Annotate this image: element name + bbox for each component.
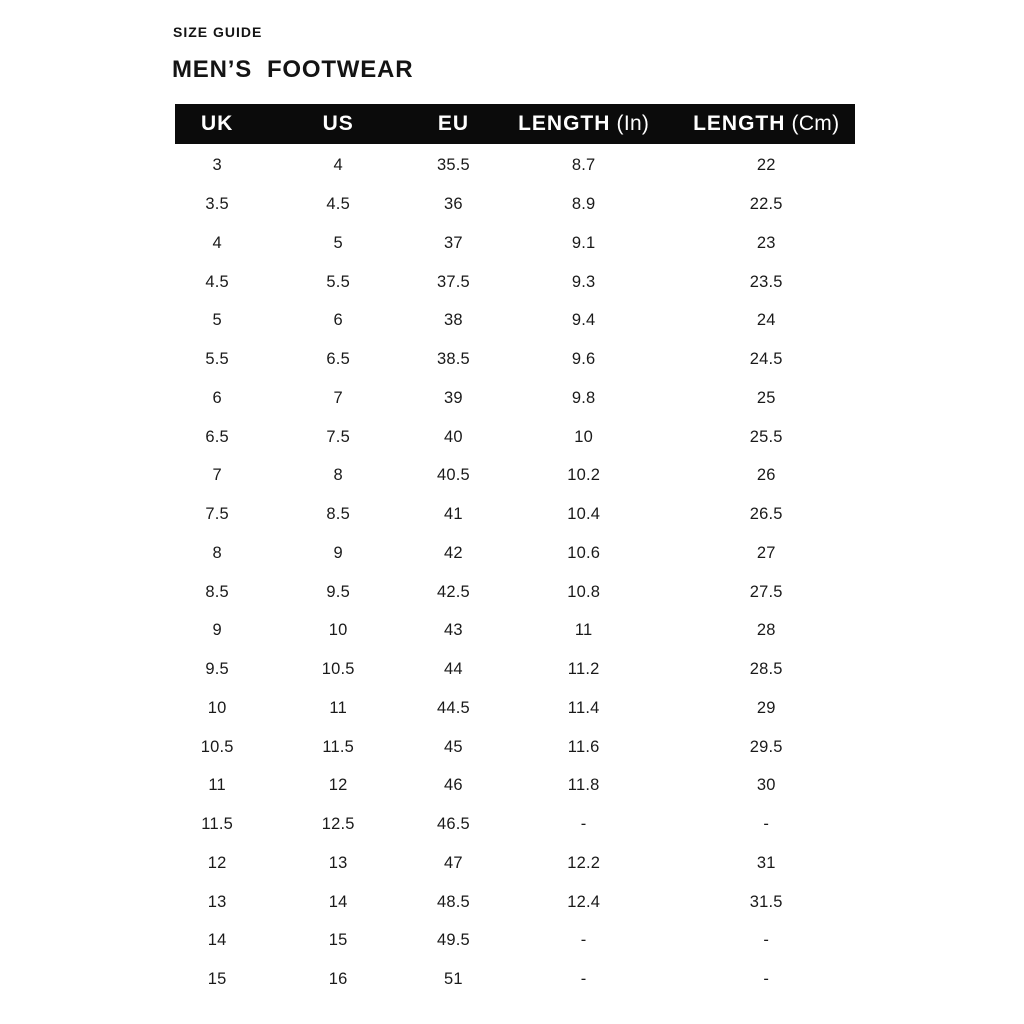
table-row xyxy=(175,612,855,651)
cell-length-in: 9.4 xyxy=(571,311,596,330)
table-row xyxy=(175,379,855,418)
column-header-length-cm xyxy=(677,112,854,136)
cell-eu: 38 xyxy=(444,311,463,330)
table-header-row xyxy=(175,104,855,144)
table-row xyxy=(175,728,855,767)
cell-length-cm: - xyxy=(763,970,770,989)
cell-eu: 44.5 xyxy=(436,698,470,717)
cell-us: 10.5 xyxy=(321,660,355,679)
cell-uk: 8.5 xyxy=(205,582,229,601)
cell-us: 9 xyxy=(333,543,343,562)
table-row xyxy=(175,534,855,573)
cell-eu: 37 xyxy=(444,233,463,252)
cell-length-in: 11.8 xyxy=(567,776,600,795)
cell-uk: 4 xyxy=(212,233,222,252)
table-row xyxy=(175,302,855,341)
cell-length-in: 9.1 xyxy=(571,233,596,252)
cell-length-cm: 31.5 xyxy=(749,892,783,911)
cell-length-cm: - xyxy=(763,815,770,834)
cell-us: 12 xyxy=(328,776,348,795)
cell-length-in: 10.2 xyxy=(567,466,601,485)
cell-length-cm: 27 xyxy=(756,543,776,562)
cell-uk: 6 xyxy=(212,388,222,407)
table-row xyxy=(175,185,855,224)
cell-eu: 40 xyxy=(444,427,463,446)
cell-eu: 46 xyxy=(444,776,463,795)
table-row xyxy=(175,418,855,457)
cell-us: 5.5 xyxy=(326,272,350,291)
cell-length-in: 11.2 xyxy=(567,660,600,679)
cell-eu: 35.5 xyxy=(436,156,470,175)
cell-length-in: 10.6 xyxy=(567,543,601,562)
table-row xyxy=(175,767,855,806)
cell-eu: 43 xyxy=(444,621,463,640)
table-row xyxy=(175,263,855,302)
column-header-uk-label: UK xyxy=(200,112,234,135)
cell-length-cm: 23.5 xyxy=(749,272,783,291)
cell-us: 10 xyxy=(328,621,348,640)
cell-uk: 13 xyxy=(207,892,227,911)
cell-uk: 10 xyxy=(207,698,227,717)
column-header-us-label: US xyxy=(322,112,354,135)
table-row xyxy=(175,147,855,186)
cell-us: 6.5 xyxy=(326,350,350,369)
cell-uk: 11.5 xyxy=(201,815,233,834)
cell-length-cm: 25.5 xyxy=(749,427,783,446)
cell-length-in: - xyxy=(580,815,587,834)
cell-uk: 8 xyxy=(212,543,222,562)
cell-length-in: 12.2 xyxy=(567,853,601,872)
size-guide-eyebrow: SIZE GUIDE xyxy=(173,24,263,40)
column-header-length-cm-unit: (Cm) xyxy=(785,112,840,135)
cell-length-in: 8.9 xyxy=(571,195,596,214)
table-row xyxy=(175,922,855,961)
cell-length-cm: 28.5 xyxy=(749,660,783,679)
cell-uk: 10.5 xyxy=(200,737,234,756)
cell-length-in: 11 xyxy=(574,621,593,640)
cell-us: 16 xyxy=(328,970,348,989)
cell-eu: 40.5 xyxy=(436,466,470,485)
cell-us: 9.5 xyxy=(326,582,350,601)
cell-eu: 49.5 xyxy=(436,931,470,950)
column-header-us xyxy=(259,112,417,136)
column-header-uk xyxy=(175,112,259,136)
cell-length-in: 8.7 xyxy=(571,156,596,175)
cell-length-cm: 29 xyxy=(756,698,776,717)
column-header-length-cm-label: LENGTH xyxy=(693,112,786,135)
cell-length-cm: 26.5 xyxy=(749,505,783,524)
cell-us: 12.5 xyxy=(321,815,355,834)
column-header-eu xyxy=(417,112,490,136)
cell-uk: 12 xyxy=(207,853,227,872)
cell-us: 11.5 xyxy=(322,737,355,756)
cell-length-cm: 24.5 xyxy=(749,350,783,369)
cell-length-in: 11.6 xyxy=(567,737,600,756)
cell-eu: 39 xyxy=(444,388,463,407)
table-row xyxy=(175,340,855,379)
cell-length-in: 9.6 xyxy=(571,350,596,369)
cell-length-cm: 25 xyxy=(756,388,776,407)
column-header-length-in-label: LENGTH xyxy=(518,112,611,135)
cell-uk: 3 xyxy=(212,156,222,175)
cell-uk: 9.5 xyxy=(205,660,229,679)
cell-uk: 7.5 xyxy=(205,505,229,524)
cell-eu: 41 xyxy=(444,505,463,524)
cell-length-cm: 24 xyxy=(756,311,776,330)
table-row xyxy=(175,960,855,999)
cell-length-in: - xyxy=(580,970,587,989)
table-row xyxy=(175,224,855,263)
cell-eu: 37.5 xyxy=(436,272,470,291)
cell-eu: 45 xyxy=(444,737,463,756)
cell-eu: 36 xyxy=(444,195,463,214)
cell-uk: 14 xyxy=(207,931,227,950)
cell-us: 13 xyxy=(328,853,348,872)
table-row xyxy=(175,844,855,883)
cell-eu: 51 xyxy=(444,970,463,989)
cell-length-in: 12.4 xyxy=(567,892,601,911)
cell-us: 11 xyxy=(329,698,347,717)
cell-us: 5 xyxy=(333,233,343,252)
cell-us: 6 xyxy=(333,311,343,330)
page-title: MEN’S FOOTWEAR xyxy=(172,56,414,83)
cell-length-in: 10.4 xyxy=(567,505,601,524)
cell-us: 4 xyxy=(333,156,343,175)
cell-eu: 44 xyxy=(444,660,463,679)
cell-length-cm: 22.5 xyxy=(749,195,783,214)
cell-length-in: - xyxy=(580,931,587,950)
cell-uk: 15 xyxy=(207,970,227,989)
column-header-length-in xyxy=(490,112,678,136)
table-body xyxy=(175,147,855,1000)
table-row xyxy=(175,650,855,689)
column-header-length-in-unit: (In) xyxy=(610,112,650,135)
cell-us: 4.5 xyxy=(326,195,350,214)
cell-length-cm: 27.5 xyxy=(749,582,783,601)
table-row xyxy=(175,495,855,534)
cell-length-in: 10 xyxy=(574,427,594,446)
table-row xyxy=(175,457,855,496)
cell-us: 7 xyxy=(333,388,343,407)
cell-length-cm: - xyxy=(763,931,770,950)
cell-us: 14 xyxy=(328,892,348,911)
cell-length-cm: 28 xyxy=(756,621,776,640)
cell-uk: 7 xyxy=(212,466,222,485)
cell-length-in: 9.8 xyxy=(571,388,596,407)
cell-uk: 5.5 xyxy=(205,350,229,369)
cell-eu: 42 xyxy=(444,543,463,562)
cell-eu: 46.5 xyxy=(436,815,470,834)
cell-us: 7.5 xyxy=(326,427,350,446)
cell-eu: 38.5 xyxy=(436,350,470,369)
table-row xyxy=(175,689,855,728)
cell-uk: 11 xyxy=(208,776,226,795)
cell-length-cm: 30 xyxy=(756,776,776,795)
cell-length-in: 10.8 xyxy=(567,582,601,601)
cell-uk: 4.5 xyxy=(205,272,229,291)
cell-length-in: 11.4 xyxy=(567,698,600,717)
cell-length-cm: 26 xyxy=(756,466,776,485)
cell-uk: 5 xyxy=(212,311,222,330)
table-row xyxy=(175,805,855,844)
cell-length-cm: 29.5 xyxy=(749,737,783,756)
cell-eu: 42.5 xyxy=(436,582,470,601)
table-row xyxy=(175,573,855,612)
cell-length-cm: 31 xyxy=(756,853,776,872)
cell-uk: 9 xyxy=(212,621,222,640)
cell-eu: 47 xyxy=(444,853,463,872)
cell-uk: 6.5 xyxy=(205,427,229,446)
cell-length-cm: 23 xyxy=(756,233,776,252)
cell-uk: 3.5 xyxy=(205,195,229,214)
cell-length-in: 9.3 xyxy=(571,272,596,291)
table-row xyxy=(175,883,855,922)
cell-us: 8 xyxy=(333,466,343,485)
column-header-eu-label: EU xyxy=(437,112,470,135)
cell-eu: 48.5 xyxy=(436,892,470,911)
cell-us: 15 xyxy=(328,931,348,950)
cell-us: 8.5 xyxy=(326,505,350,524)
cell-length-cm: 22 xyxy=(756,156,776,175)
